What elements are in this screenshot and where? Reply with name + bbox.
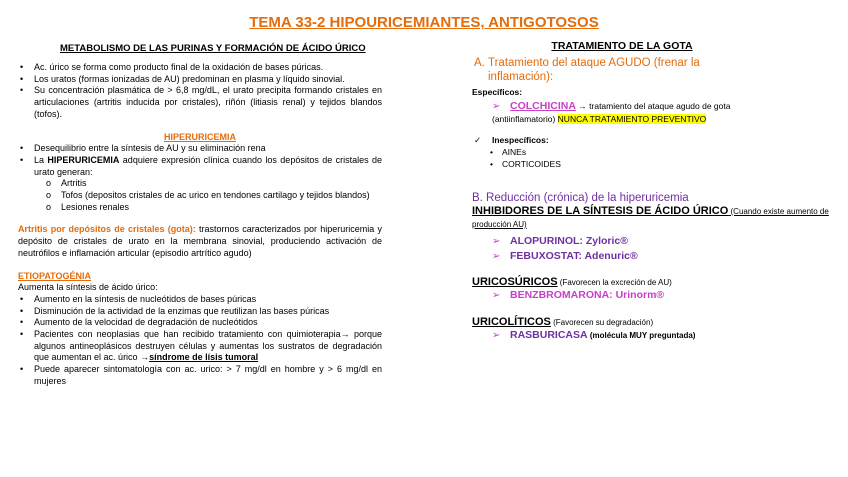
list-item: o Lesiones renales bbox=[18, 202, 382, 214]
list-item: • AINEs bbox=[490, 147, 527, 157]
hiper-list bbox=[18, 143, 382, 178]
inhibidores-heading: INHIBIDORES DE LA SÍNTESIS DE ÁCIDO ÚRICO (Cuando existe aumento de producción AU) bbox=[472, 205, 829, 229]
intro-list bbox=[18, 62, 382, 121]
list-item: • Aumento de la velocidad de degradación de nucleótidos bbox=[18, 317, 382, 329]
list-item: • Su concentración plasmática de > 6,8 mg/dL, el urato precipita formando cristales en articulaciones (artritis inducida por cristales), riñón (litiasis renal) y tejidos blandos (tofos). bbox=[18, 85, 382, 120]
left-heading: METABOLISMO DE LAS PURINAS Y FORMACIÓN DE ÁCIDO ÚRICO bbox=[60, 43, 366, 54]
list-item: • CORTICOIDES bbox=[490, 159, 561, 169]
manifestations-list bbox=[18, 178, 382, 213]
section-a-heading: A. Tratamiento del ataque AGUDO (frenar la inflamación): bbox=[474, 57, 700, 83]
etiopatogenia-heading: ETIOPATOGÉNIA bbox=[18, 270, 92, 281]
highlight-note: NUNCA TRATAMIENTO PREVENTIVO bbox=[557, 114, 707, 124]
uricosuricos-heading: URICOSÚRICOS (Favorecen la excreción de AU) bbox=[472, 276, 672, 288]
list-item: • Aumento en la síntesis de nucleótidos de bases púricas bbox=[18, 294, 382, 306]
list-item: ➢ FEBUXOSTAT: Adenuric® bbox=[492, 250, 638, 262]
inespecificos-block: ✓ Inespecíficos: • AINEs • CORTICOIDES bbox=[472, 134, 844, 170]
section-b-heading: B. Reducción (crónica) de la hiperuricemia bbox=[472, 192, 689, 204]
right-column bbox=[472, 56, 844, 343]
list-item: ➢ BENZBROMARONA: Urinorm® bbox=[492, 289, 665, 301]
etio-list bbox=[18, 294, 382, 388]
especificos-label: Específicos: bbox=[472, 87, 523, 97]
list-item: • Pacientes con neoplasias que han recibido tratamiento con quimioterapia→ porque algunos antineoplásicos destruyen células y aumentas los sustratos de degradación que aumentan el ac. úrico →síndrome de lísis tumoral bbox=[18, 329, 382, 364]
uricoliticos-heading: URICOLÍTICOS (Favorecen su degradación) bbox=[472, 316, 654, 328]
left-column bbox=[18, 62, 382, 388]
hiperuricemia-heading: HIPERURICEMIA bbox=[163, 131, 236, 142]
colchicina-item: ➢ COLCHICINA → tratamiento del ataque agudo de gota (antiinflamatorio) NUNCA TRATAMIENTO PREVENTIVO bbox=[492, 100, 731, 124]
etio-intro: Aumenta la síntesis de ácido úrico: bbox=[18, 282, 158, 293]
page-title: TEMA 33-2 HIPOURICEMIANTES, ANTIGOTOSOS bbox=[249, 14, 599, 31]
list-item: • Puede aparecer sintomatología con ac. urico: > 7 mg/dl en hombre y > 6 mg/dl en mujeres bbox=[18, 364, 382, 387]
colchicina-name: COLCHICINA bbox=[510, 100, 576, 112]
check-icon: ✓ bbox=[474, 135, 482, 145]
right-heading: TRATAMIENTO DE LA GOTA bbox=[551, 40, 693, 52]
list-item: o Tofos (depositos cristales de ac urico en tendones cartilago y tejidos blandos) bbox=[18, 190, 382, 202]
list-item: • Ac. úrico se forma como producto final de la oxidación de bases púricas. bbox=[18, 62, 382, 74]
list-item: • Los uratos (formas ionizadas de AU) predominan en plasma y líquido sinovial. bbox=[18, 74, 382, 86]
list-item: ➢ ALOPURINOL: Zyloric® bbox=[492, 235, 628, 247]
artritis-label: Artritis por depósitos de cristales (gota): bbox=[18, 224, 196, 235]
list-item: ➢ RASBURICASA (molécula MUY preguntada) bbox=[492, 329, 696, 341]
list-item: • La HIPERURICEMIA adquiere expresión clínica cuando los depósitos de cristales de urato generan: bbox=[18, 155, 382, 178]
inhibidores-list bbox=[472, 234, 844, 264]
list-item: • Disminución de la actividad de la enzimas que reutilizan las bases púricas bbox=[18, 306, 382, 318]
artritis-paragraph: Artritis por depósitos de cristales (gota): trastornos caracterizados por hiperuricemia y depósito de cristales de urato en la membrana sinovial, produciendo activación de neutrófilos e inflamación articular (episodio artrítico agudo) bbox=[18, 224, 383, 258]
list-item: o Artritis bbox=[18, 178, 382, 190]
arrow-bullet-icon: ➢ bbox=[492, 101, 501, 112]
list-item: • Desequilibrio entre la síntesis de AU y su eliminación rena bbox=[18, 143, 382, 155]
